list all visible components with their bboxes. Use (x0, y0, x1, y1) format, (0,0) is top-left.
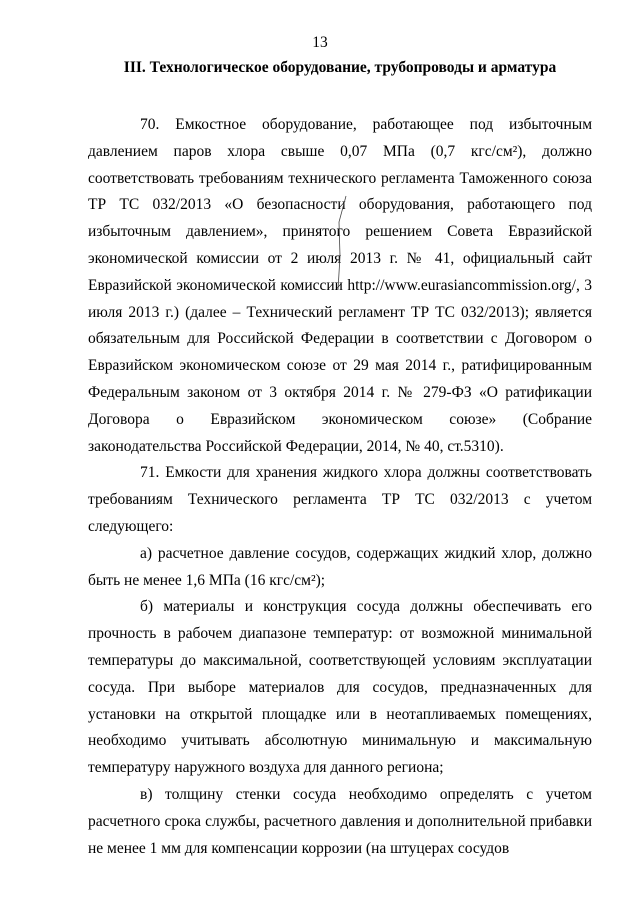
document-body (88, 112, 592, 862)
paragraph-71-c: в) толщину стенки сосуда необходимо определять с учетом расчетного срока службы, расчетного давления и дополнительной прибавки не менее 1 мм для компенсации коррозии (на штуцерах сосудов (88, 785, 592, 857)
page-number: 13 (312, 34, 328, 51)
paragraph-70: 70. Емкостное оборудование, работающее под избыточным давлением паров хлора свыше 0,07 МПа (0,7 кгс/см²), должно соответствовать требованиям технического регламента Таможенного союза ТР ТС 032/2013 «О безопасности оборудования, работающего под избыточным давлением», принятого решением Совета Евразийской экономической комиссии от 2 июля 2013 г. № 41, официальный сайт Евразийской экономической комиссии http://www.eurasiancommission.org/, 3 июля 2013 г.) (далее – Технический регламент ТР ТС 032/2013); является обязательным для Российской Федерации в соответствии с Договором о Евразийском экономическом союзе от 29 мая 2014 г., ратифицированным Федеральным законом от 3 октября 2014 г. № 279-ФЗ «О ратификации Договора о Евразийском экономическом союзе» (Собрание законодательства Российской Федерации, 2014, № 40, ст.5310). (88, 116, 592, 455)
paragraph-71-a: а) расчетное давление сосудов, содержащих жидкий хлор, должно быть не менее 1,6 МПа (16 кгс/см²); (88, 544, 592, 589)
section-heading: III. Технологическое оборудование, трубопроводы и арматура (123, 59, 557, 76)
paragraph-71-b: б) материалы и конструкция сосуда должны обеспечивать его прочность в рабочем диапазоне температур: от возможной минимальной температуры до максимальной, соответствующей условиям эксплуатации сосуда. При выборе материалов для сосудов, предназначенных для установки на открытой площадке или в неотапливаемых помещениях, необходимо учитывать абсолютную минимальную и максимальную температуру наружного воздуха для данного региона; (88, 598, 592, 777)
paragraph-71: 71. Емкости для хранения жидкого хлора должны соответствовать требованиям Технического регламента ТР ТС 032/2013 с учетом следующего: (88, 464, 592, 535)
